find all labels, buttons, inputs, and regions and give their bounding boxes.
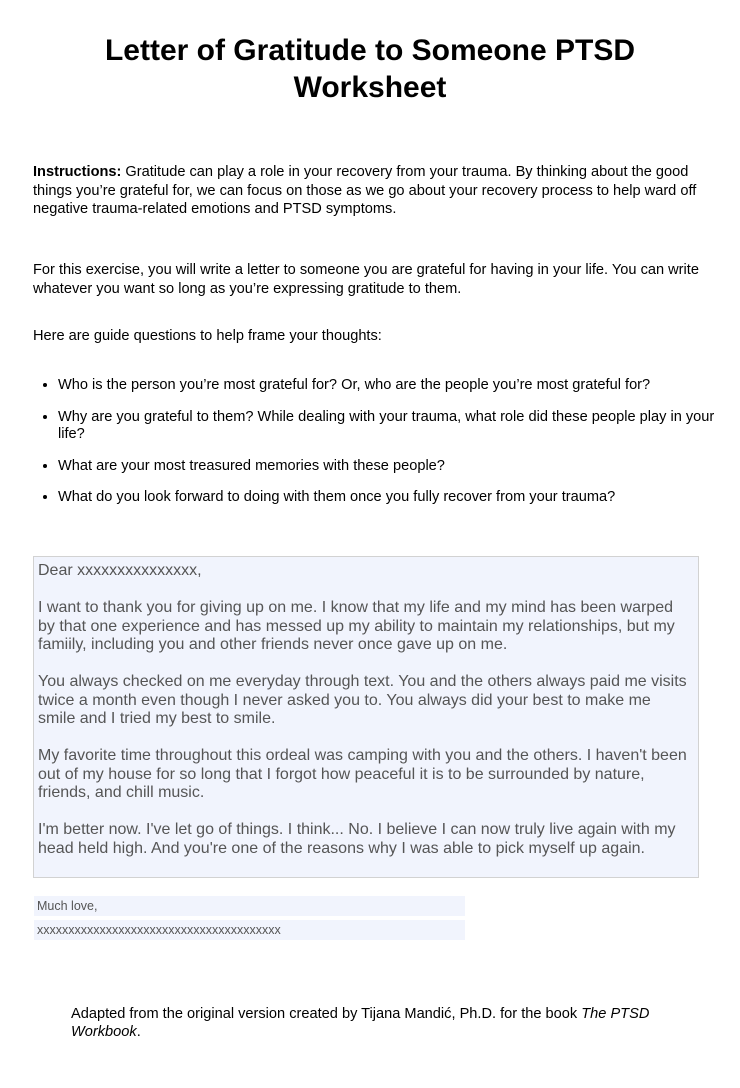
letter-paragraph: You always checked on me everyday through text. You and the others always paid me visits twice a month even though I never asked you to. You always did your best to make me smile and I tried my best to smile. xyxy=(38,673,687,727)
footer-credit xyxy=(71,1006,671,1041)
closing-field[interactable]: Much love, xyxy=(34,896,465,916)
guide-intro: Here are guide questions to help frame your thoughts: xyxy=(33,328,382,344)
instructions-text: Gratitude can play a role in your recovery from your trauma. By thinking about the good things you’re grateful for, we can focus on those as we go about your recovery process to help ward off negative trauma-related emotions and PTSD symptoms. xyxy=(33,164,697,217)
signature-field[interactable]: xxxxxxxxxxxxxxxxxxxxxxxxxxxxxxxxxxxxxxx xyxy=(34,920,465,940)
question-item: • Who is the person you’re most grateful for? Or, who are the people you’re most grateful for? xyxy=(58,377,728,395)
letter-paragraph: I want to thank you for giving up on me. I know that my life and my mind has been warped by that one experience and has messed up my ability to maintain my relationships, but my famiily, including you and other friends never once gave up on me. xyxy=(38,599,675,653)
question-item: • What are your most treasured memories with these people? xyxy=(58,458,728,476)
footer-end: . xyxy=(136,1023,141,1040)
letter-textarea[interactable] xyxy=(33,556,699,878)
exercise-text: For this exercise, you will write a letter to someone you are grateful for having in your life. You can write whatever you want so long as you’re expressing gratitude to them. xyxy=(33,262,699,297)
question-item: • What do you look forward to doing with them once you fully recover from your trauma? xyxy=(58,489,728,507)
guide-questions xyxy=(33,377,728,521)
book-title: The PTSD Workbook xyxy=(71,1006,650,1040)
footer-text: Adapted from the original version created by Tijana Mandić, Ph.D. for the book xyxy=(71,1006,582,1022)
letter-paragraph: My favorite time throughout this ordeal was camping with you and the others. I haven't been out of my house for so long that I forgot how peaceful it is to be surrounded by nature, friends, and chill music. xyxy=(38,747,687,801)
instructions-label: Instructions: xyxy=(33,164,122,180)
question-item: • Why are you grateful to them? While dealing with your trauma, what role did these people play in your life? xyxy=(58,409,728,444)
letter-greeting: Dear xxxxxxxxxxxxxxx, xyxy=(38,562,202,579)
instructions xyxy=(33,163,703,219)
page-title: Letter of Gratitude to Someone PTSD Worksheet xyxy=(104,34,636,104)
letter-paragraph: I'm better now. I've let go of things. I think... No. I believe I can now truly live again with my head held high. And you're one of the reasons why I was able to pick myself up again. xyxy=(38,821,676,857)
